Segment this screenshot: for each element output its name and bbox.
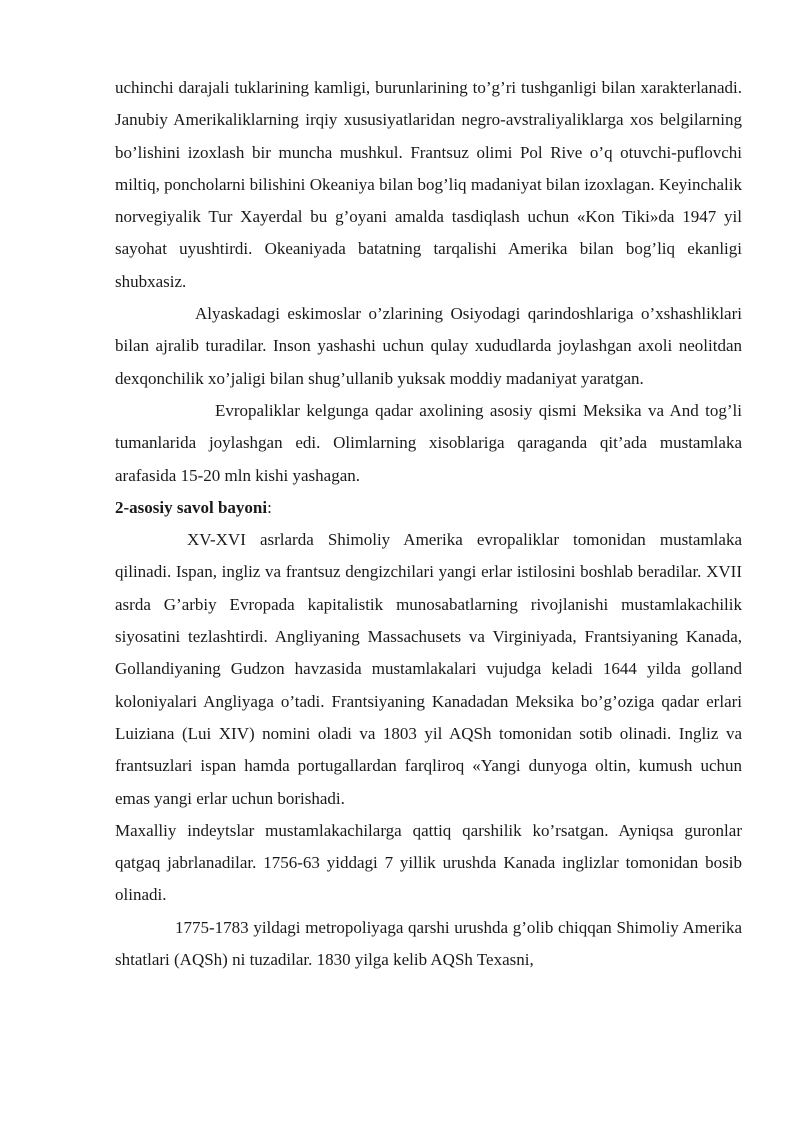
paragraph-independence: 1775-1783 yildagi metropoliyaga qarshi urushda g’olib chiqqan Shimoliy Amerika shtatlari (AQSh) ni tuzadilar. 1830 yilga kelib AQSh Texasni,: [115, 917, 742, 970]
section-heading-colon: :: [267, 497, 272, 517]
section-heading-text: 2-asosiy savol bayoni: [115, 497, 268, 517]
document-page: [115, 72, 742, 976]
paragraph-resistance: Maxalliy indeytslar mustamlakachilarga qattiq qarshilik ko’rsatgan. Ayniqsa guronlar qatgaq jabrlanadilar. 1756-63 yiddagi 7 yillik urushda Kanada inglizlar tomonidan bosib olinadi.: [115, 820, 742, 905]
paragraph-racial-features: uchinchi darajali tuklarining kamligi, burunlarining to’g’ri tushganligi bilan xarakterlanadi. Janubiy Amerikaliklarning irqiy xususiyatlaridan negro-avstraliyaliklarga xos belgilarning bo’lishini izoxlash bir muncha mushkul. Frantsuz olimi Pol Rive o’q otuvchi-puflovchi miltiq, poncholarni bilishini Okeaniya bilan bog’liq madaniyat bilan izoxlagan. Keyinchalik norvegiyalik Tur Xayerdal bu g’oyani amalda tasdiqlash uchun «Kon Tiki»da 1947 yil sayohat uyushtirdi. Okeaniyada batatning tarqalishi Amerika bilan bog’liq ekanligi shubxasiz.: [115, 78, 742, 291]
paragraph-colonization: XV-XVI asrlarda Shimoliy Amerika evropaliklar tomonidan mustamlaka qilinadi. Ispan, ingliz va frantsuz dengizchilari yangi erlar istilosini boshlab beradilar. XVII asrda G’arbiy Evropada kapitalistik munosabatlarning rivojlanishi mustamlakachilik siyosatini tezlashtirdi. Angliyaning Massachusets va Virginiyada, Frantsiyaning Kanada, Gollandiyaning Gudzon havzasida mustamlakalari vujudga keladi 1644 yilda golland koloniyalari Angliyaga o’tadi. Frantsiyaning Kanadadan Meksika bo’g’oziga qadar erlari Luiziana (Lui XIV) nomini oladi va 1803 yil AQSh tomonidan sotib olinadi. Ingliz va frantsuzlari ispan hamda portugallardan farqliroq «Yangi dunyoga oltin, kumush uchun emas yangi erlar uchun borishadi.: [115, 530, 742, 808]
paragraph-alaska-eskimos: Alyaskadagi eskimoslar o’zlarining Osiyodagi qarindoshlariga o’xshashliklari bilan ajralib turadilar. Inson yashashi uchun qulay xududlarda joylashgan axoli neolitdan dexqonchilik xo’jaligi bilan shug’ullanib yuksak moddiy madaniyat yaratgan.: [115, 304, 742, 388]
paragraph-population: Evropaliklar kelgunga qadar axolining asosiy qismi Meksika va And tog’li tumanlarida joylashgan edi. Olimlarning xisoblariga qaraganda qit’ada mustamlaka arafasida 15-20 mln kishi yashagan.: [115, 400, 742, 485]
section-heading: [115, 492, 742, 524]
